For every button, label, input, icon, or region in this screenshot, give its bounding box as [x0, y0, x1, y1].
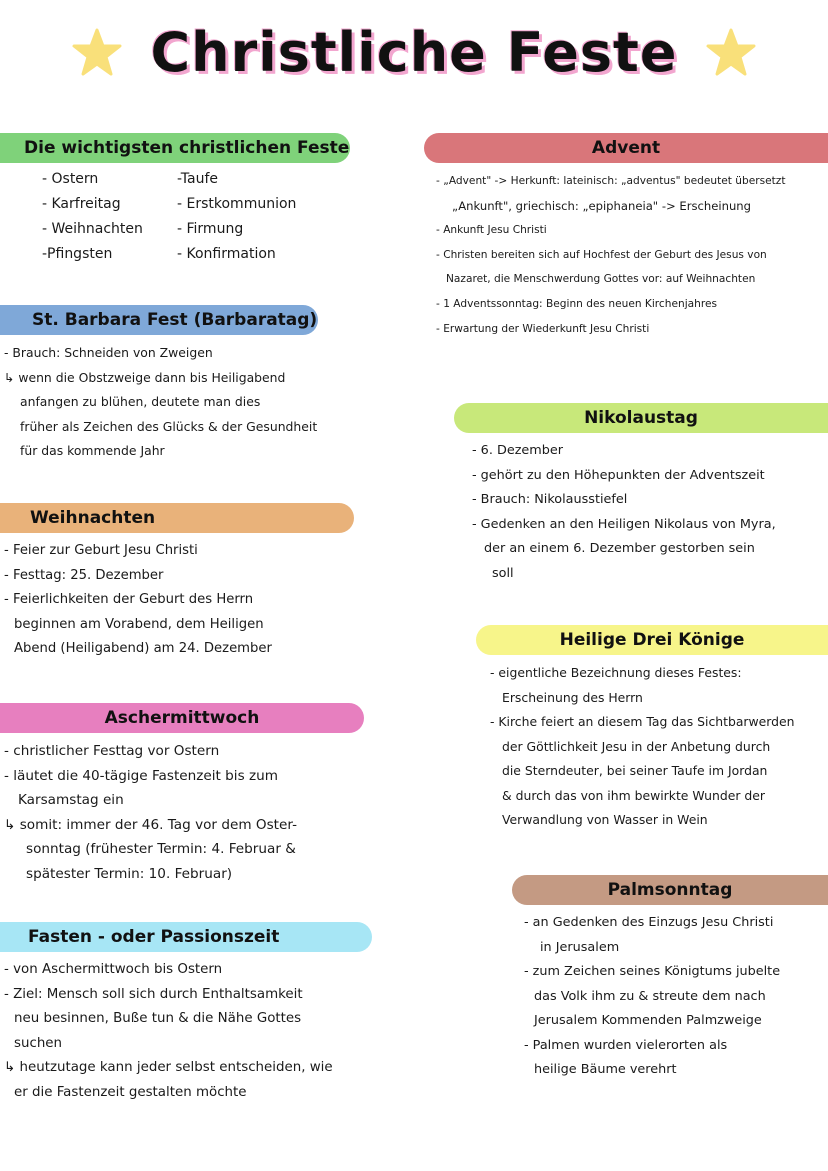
text-line: ↳ wenn die Obstzweige dann bis Heiligabend [4, 369, 286, 385]
text-line: sonntag (frühester Termin: 4. Februar & [26, 841, 296, 857]
section-advent [424, 133, 828, 341]
star-icon-left [71, 27, 123, 79]
text-line: soll [492, 565, 514, 581]
text-line: - Brauch: Nikolausstiefel [472, 492, 628, 507]
section-header [0, 503, 354, 533]
text-line: - gehört zu den Höhepunkten der Adventszeit [472, 467, 765, 483]
section-header [0, 133, 350, 163]
list-item: -Pfingsten [42, 246, 113, 262]
text-line: suchen [14, 1035, 63, 1051]
list-column [42, 167, 177, 267]
text-line: neu besinnen, Buße tun & die Nähe Gottes [14, 1011, 302, 1026]
text-line: spätester Termin: 10. Februar) [26, 865, 233, 882]
text-line: Karsamstag ein [18, 792, 124, 808]
text-line: - von Aschermittwoch bis Ostern [4, 962, 223, 977]
text-line: - Gedenken an den Heiligen Nikolaus von Myra, [472, 516, 776, 532]
text-line: Jerusalem Kommenden Palmzweige [534, 1013, 762, 1028]
text-line: & durch das von ihm bewirkte Wunder der [502, 787, 765, 803]
text-line: Verwandlung von Wasser in Wein [502, 812, 708, 827]
text-line: die Sterndeuter, bei seiner Taufe im Jordan [502, 763, 768, 778]
text-line: - Feierlichkeiten der Geburt des Herrn [4, 592, 254, 607]
text-line: der Göttlichkeit Jesu in der Anbetung durch [502, 738, 771, 754]
section-header [476, 625, 828, 655]
text-line: - 6. Dezember [472, 443, 564, 458]
section-header [0, 703, 364, 733]
section-weihnachten [0, 503, 360, 662]
text-line: beginnen am Vorabend, dem Heiligen [14, 616, 264, 632]
section-palmsonntag [512, 875, 828, 1083]
section-title: Palmsonntag [607, 880, 733, 900]
section-aschermittwoch [0, 703, 370, 886]
text-line: - Festtag: 25. Dezember [4, 567, 164, 583]
text-line: für das kommende Jahr [20, 443, 165, 458]
text-line: - an Gedenken des Einzugs Jesu Christi [524, 915, 774, 930]
text-line: - Brauch: Schneiden von Zweigen [4, 345, 213, 360]
section-title: Fasten - oder Passionszeit [28, 927, 280, 947]
section-dreikoenige [476, 625, 828, 833]
list-item: - Karfreitag [42, 196, 121, 212]
text-line: - Palmen wurden vielerorten als [524, 1037, 728, 1053]
list-item: - Ostern [42, 171, 99, 187]
text-line: - Christen bereiten sich auf Hochfest der Geburt des Jesus von [436, 248, 767, 261]
header [0, 8, 828, 98]
text-line: - eigentliche Bezeichnung dieses Festes: [490, 665, 742, 680]
text-line: anfangen zu blühen, deutete man dies [20, 394, 261, 409]
page-title: Christliche Feste [150, 21, 678, 84]
section-wichtigsten [0, 133, 350, 267]
text-line: das Volk ihm zu & streute dem nach [534, 988, 766, 1004]
text-line: früher als Zeichen des Glücks & der Gesundheit [20, 418, 318, 434]
section-header [0, 922, 372, 952]
text-line: ↳ heutzutage kann jeder selbst entscheiden, wie [4, 1060, 333, 1075]
text-line: - Kirche feiert an diesem Tag das Sichtbarwerden [490, 714, 795, 729]
text-line: Nazaret, die Menschwerdung Gottes vor: auf Weihnachten [446, 273, 756, 286]
text-line: - zum Zeichen seines Königtums jubelte [524, 964, 781, 979]
text-line: er die Fastenzeit gestalten möchte [14, 1084, 247, 1100]
section-title: St. Barbara Fest (Barbaratag) [32, 310, 318, 330]
list-item: - Weihnachten [42, 221, 143, 237]
list-item: - Erstkommunion [177, 196, 297, 212]
section-title: Die wichtigsten christlichen Feste [24, 138, 350, 158]
section-header [454, 403, 828, 433]
list-item: -Taufe [177, 171, 218, 187]
text-line: - Erwartung der Wiederkunft Jesu Christi [436, 322, 650, 335]
section-title: Advent [591, 138, 661, 158]
text-line: - läutet die 40-tägige Fastenzeit bis zum [4, 767, 278, 784]
text-line: „Ankunft", griechisch: „epiphaneia" -> Erscheinung [452, 198, 752, 213]
text-line: ↳ somit: immer der 46. Tag vor dem Oster- [4, 816, 297, 833]
section-title: Nikolaustag [584, 408, 698, 428]
section-nikolaus [454, 403, 828, 586]
list-item: - Konfirmation [177, 246, 276, 262]
text-line: - „Advent" -> Herkunft: lateinisch: „adventus" bedeutet übersetzt [436, 175, 786, 187]
section-title: Heilige Drei Könige [559, 630, 745, 650]
star-icon-right [705, 27, 757, 79]
text-line: Abend (Heiligabend) am 24. Dezember [14, 641, 272, 656]
text-line: - Ankunft Jesu Christi [436, 224, 547, 237]
text-line: - 1 Adventssonntag: Beginn des neuen Kirchenjahres [436, 297, 718, 310]
text-line: - Feier zur Geburt Jesu Christi [4, 543, 198, 558]
text-line: in Jerusalem [540, 939, 620, 955]
list-item: - Firmung [177, 221, 244, 237]
section-header [512, 875, 828, 905]
text-line: Erscheinung des Herrn [502, 689, 643, 705]
text-line: - Ziel: Mensch soll sich durch Enthaltsamkeit [4, 986, 303, 1002]
text-line: heilige Bäume verehrt [534, 1062, 677, 1077]
text-line: - christlicher Festtag vor Ostern [4, 743, 220, 759]
section-title: Aschermittwoch [104, 708, 260, 728]
section-barbara [0, 305, 330, 464]
list-column [177, 167, 312, 267]
section-fasten [0, 922, 380, 1105]
section-header [424, 133, 828, 163]
section-title: Weihnachten [30, 508, 156, 528]
text-line: der an einem 6. Dezember gestorben sein [484, 541, 755, 556]
section-header [0, 305, 318, 335]
